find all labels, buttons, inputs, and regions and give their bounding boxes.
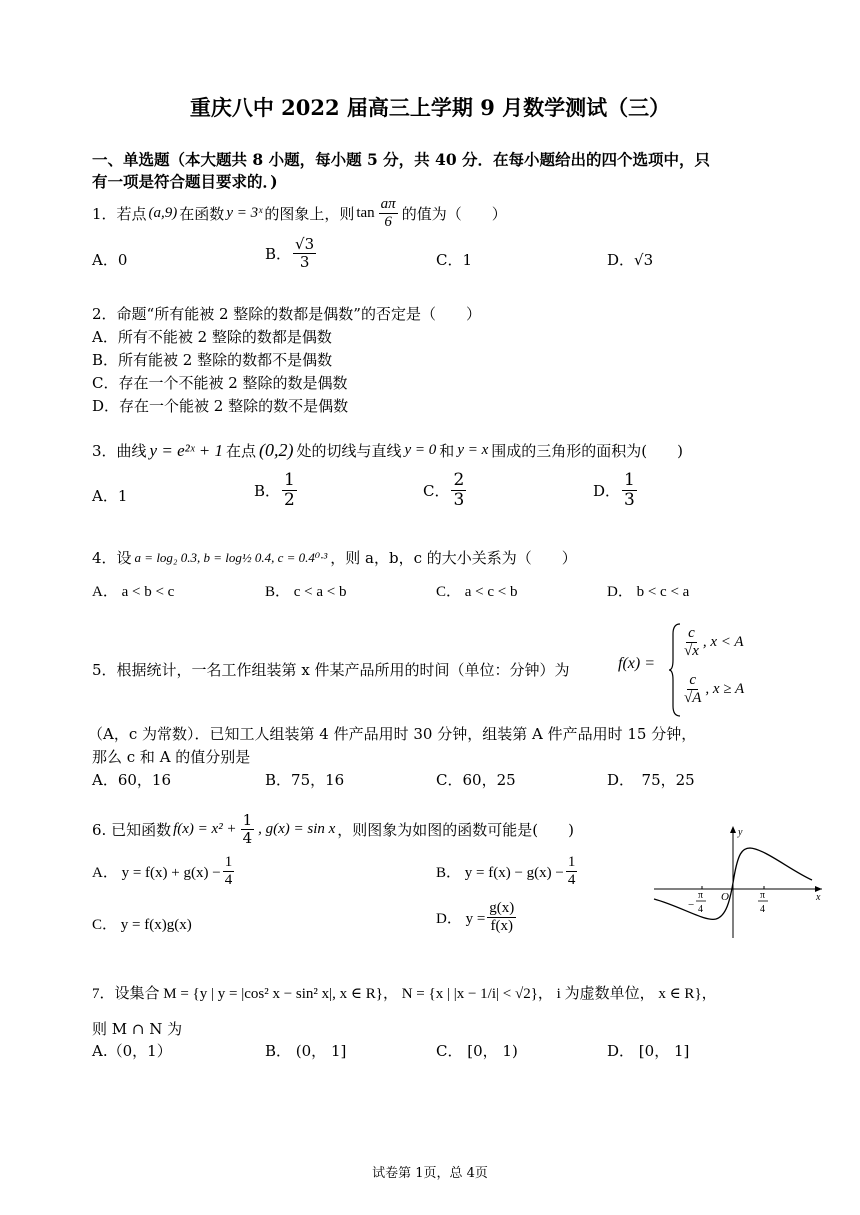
q7-option-a: A.（0，1） xyxy=(92,1042,172,1060)
q1-tan: tan xyxy=(356,204,375,221)
q6-a-pre: A． y = f(x) + g(x) − xyxy=(92,864,221,881)
y-axis-arrow xyxy=(730,826,736,833)
q1-mid: 在函数 xyxy=(179,204,225,223)
q6-b-pre: B． y = f(x) − g(x) − xyxy=(436,864,564,881)
q4-pre: 4．设 xyxy=(92,549,132,567)
q5-case1-cond: , x < A xyxy=(702,633,744,650)
q6-a-fraction xyxy=(223,854,235,888)
q5-option-c: C．60，25 xyxy=(436,771,516,789)
q5-case1-den: √x xyxy=(684,642,699,659)
q3-d-den: 3 xyxy=(624,489,635,510)
q6-d-den: f(x) xyxy=(490,917,514,934)
q5-line3: 那么 c 和 A 的值分别是 xyxy=(92,748,251,766)
section-heading-line1: 一、单选题（本大题共 8 小题，每小题 5 分，共 40 分．在每小题给出的四个选项中，只 xyxy=(92,150,711,169)
x-label: x xyxy=(816,892,821,903)
q5-case1-fraction xyxy=(682,625,701,659)
q6-f-fraction xyxy=(241,812,255,846)
q7-line2: 则 M ∩ N 为 xyxy=(92,1020,183,1038)
question-2-stem: 2．命题“所有能被 2 整除的数都是偶数”的否定是（ ） xyxy=(92,305,481,323)
q6-b-fraction xyxy=(566,854,578,888)
q6-d-fraction xyxy=(487,900,516,934)
q1-point: (a,9) xyxy=(148,204,178,221)
q4-option-c: C． a < c < b xyxy=(436,584,518,600)
q1-b-den: 3 xyxy=(299,252,310,271)
q1-mid2: 的图象上，则 xyxy=(264,204,355,223)
q5-case-1 xyxy=(680,625,744,659)
neg-tick-num: π xyxy=(698,890,704,901)
q6-b-num: 1 xyxy=(567,854,576,870)
q3-d-num: 1 xyxy=(624,470,635,490)
origin-label: O xyxy=(721,891,729,903)
q4-expr: a = log₂ 0.3, b = log½ 0.4, c = 0.4⁰·³ xyxy=(134,549,328,565)
q2-option-c: C．存在一个不能被 2 整除的数是偶数 xyxy=(92,374,348,392)
q6-pre: 6. 已知函数 xyxy=(92,820,172,839)
q5-fx: f(x) = xyxy=(618,655,655,672)
q1-option-b xyxy=(265,236,318,270)
q4-option-d: D． b < c < a xyxy=(607,584,690,600)
q7-option-b: B． (0， 1] xyxy=(265,1042,347,1060)
q1-tan-fraction xyxy=(379,196,398,230)
q4-option-a: A． a < b < c xyxy=(92,584,175,600)
q2-option-b: B．所有能被 2 整除的数都不是偶数 xyxy=(92,351,333,369)
question-5-stem: 5．根据统计，一名工作组装第 x 件某产品所用的时间（单位：分钟）为 xyxy=(92,661,570,679)
q1-option-a: A．0 xyxy=(92,251,128,269)
page-footer: 试卷第 1页，总 4页 xyxy=(372,1166,488,1181)
y-label: y xyxy=(738,827,743,838)
q7-option-d: D． [0， 1] xyxy=(607,1042,690,1060)
q3-post: 围成的三角形的面积为( ) xyxy=(491,442,683,460)
q3-option-c xyxy=(423,471,468,509)
q6-post: ，则图象为如图的函数可能是( ) xyxy=(337,820,575,839)
q6-f-den: 4 xyxy=(242,828,253,847)
q1-post: 的值为（ ） xyxy=(401,204,507,223)
q3-and: 和 xyxy=(439,442,455,460)
q6-function-graph xyxy=(650,822,828,942)
pos-tick-den: 4 xyxy=(760,904,765,915)
q3-d-label: D． xyxy=(593,481,621,500)
page-title: 重庆八中 2022 届高三上学期 9 月数学测试（三） xyxy=(189,95,671,120)
q1-pre: 1．若点 xyxy=(92,204,147,223)
neg-sign: − xyxy=(688,899,695,911)
question-1-stem xyxy=(92,196,507,230)
q5-option-b: B．75，16 xyxy=(265,771,345,789)
q3-c-label: C． xyxy=(423,481,450,500)
q6-option-c: C． y = f(x)g(x) xyxy=(92,917,192,933)
q5-case2-num: c xyxy=(689,672,697,688)
q6-a-den: 4 xyxy=(224,871,233,888)
question-6-stem xyxy=(92,812,574,846)
q1-b-fraction xyxy=(293,236,316,270)
q3-c-fraction xyxy=(451,471,466,509)
q2-option-d: D．存在一个能被 2 整除的数不是偶数 xyxy=(92,397,349,415)
q3-option-b xyxy=(254,471,299,509)
q3-point: (0,2) xyxy=(259,440,294,460)
q2-option-a: A．所有不能被 2 整除的数都是偶数 xyxy=(92,328,332,346)
q3-b-fraction xyxy=(282,471,297,509)
q4-post: ，则 a，b，c 的大小关系为（ ） xyxy=(330,549,577,567)
q6-d-pre: D． y = xyxy=(436,910,486,927)
question-3-stem xyxy=(92,440,683,461)
q3-b-num: 1 xyxy=(284,470,295,490)
q6-a-num: 1 xyxy=(224,854,233,870)
q5-option-d: D． 75，25 xyxy=(607,771,695,789)
pos-tick-num: π xyxy=(760,890,766,901)
q6-option-b xyxy=(436,854,579,888)
q6-option-d xyxy=(436,900,518,934)
q3-mid2: 处的切线与直线 xyxy=(296,442,402,460)
q7-option-c: C． [0， 1) xyxy=(436,1042,518,1060)
q3-pre: 3．曲线 xyxy=(92,442,147,460)
q5-line2: （A，c 为常数）．已知工人组装第 4 件产品用时 30 分钟，组装第 A 件产品用时 15 分钟， xyxy=(88,725,697,743)
q3-c-num: 2 xyxy=(453,470,465,490)
q6-g: , g(x) = sin x xyxy=(258,820,336,837)
q6-b-den: 4 xyxy=(567,871,576,888)
q3-mid: 在点 xyxy=(225,442,256,460)
q3-b-label: B． xyxy=(254,481,281,500)
q6-f-num: 1 xyxy=(242,811,253,829)
q5-case-2 xyxy=(680,672,744,706)
q1-b-label: B． xyxy=(265,244,292,263)
q1-option-d: D．√3 xyxy=(607,251,654,269)
q5-case2-cond: , x ≥ A xyxy=(705,680,745,697)
neg-tick-den: 4 xyxy=(698,904,703,915)
q6-option-a xyxy=(92,854,236,888)
q3-c-den: 3 xyxy=(453,489,465,510)
q3-option-a: A．1 xyxy=(92,487,128,505)
q5-option-a: A．60，16 xyxy=(92,771,172,789)
q3-curve: y = e²ˣ + 1 xyxy=(149,440,223,460)
q3-b-den: 2 xyxy=(284,489,295,510)
question-7-stem: 7．设集合 M = {y | y = |cos² x − sin² x|, x ∈ R}， N = {x | |x − 1/i| < √2}， i 为虚数单位， x ∈ R}， xyxy=(92,986,717,1002)
section-heading-line2: 有一项是符合题目要求的．) xyxy=(92,172,278,191)
q5-case1-num: c xyxy=(688,625,695,641)
q3-line1: y = 0 xyxy=(404,442,437,458)
q1-tan-num: aπ xyxy=(380,196,396,212)
q4-option-b: B． c < a < b xyxy=(265,584,347,600)
q3-line2: y = x xyxy=(457,442,489,458)
q3-d-fraction xyxy=(622,471,637,509)
question-4-stem xyxy=(92,547,577,568)
q6-d-num: g(x) xyxy=(489,900,515,916)
q1-option-c: C．1 xyxy=(436,251,473,269)
q1-b-num: √3 xyxy=(295,235,315,253)
q3-option-d xyxy=(593,471,639,509)
q5-case2-fraction xyxy=(682,672,703,706)
q1-tan-den: 6 xyxy=(384,213,392,230)
q6-f: f(x) = x² + xyxy=(173,820,237,837)
q1-func: y = 3ˣ xyxy=(226,204,263,221)
q5-case2-den: √A xyxy=(684,689,702,706)
